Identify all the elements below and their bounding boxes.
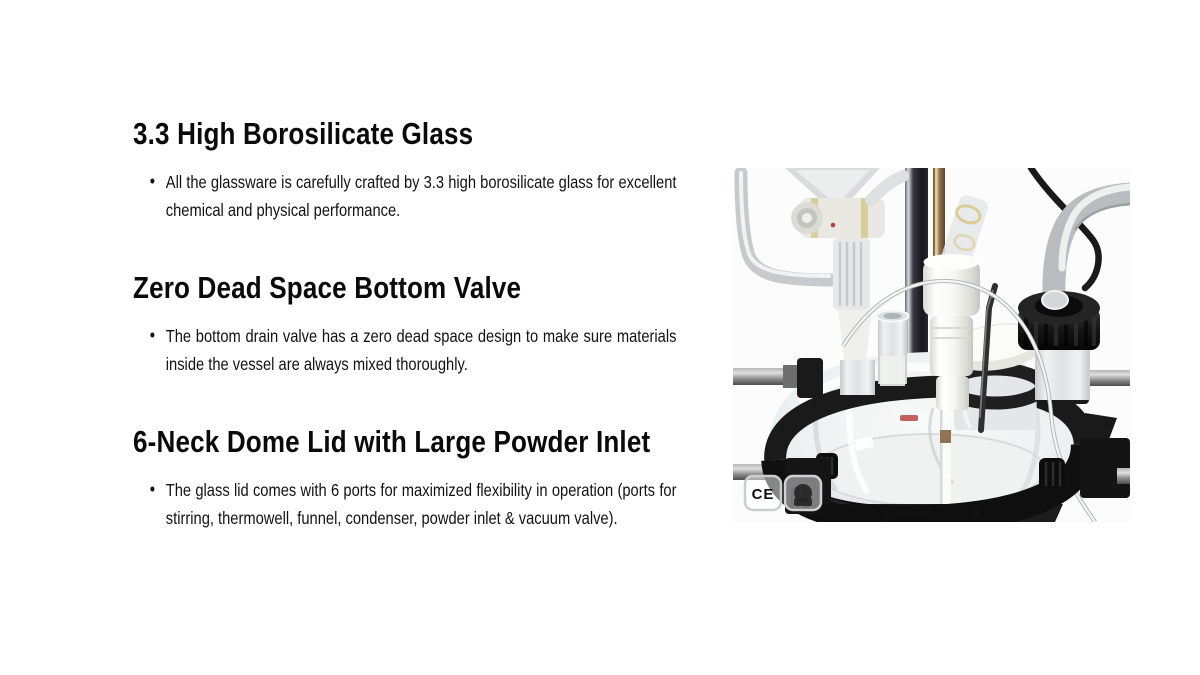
section-heading: 3.3 High Borosilicate Glass <box>133 116 474 151</box>
feature-bullet-list <box>133 168 721 224</box>
shaft-bronze-segment <box>940 430 951 443</box>
clamp-wing-knob <box>1039 458 1065 490</box>
red-graduation-label <box>900 415 918 421</box>
certification-badge <box>785 476 821 510</box>
section-heading: 6-Neck Dome Lid with Large Powder Inlet <box>133 424 651 459</box>
feature-section-dome-lid <box>133 424 721 532</box>
ce-badge-text: CE <box>751 486 775 503</box>
feature-bullet: • All the glassware is carefully crafted by 3.3 high borosilicate glass for excellent chemical and physical performance. <box>133 168 676 224</box>
open-neck-port <box>877 311 909 387</box>
support-rod-upper-left <box>733 365 799 388</box>
feature-text-column <box>133 116 721 532</box>
feature-bullet-list <box>133 476 721 532</box>
vessel-base-band <box>813 504 1063 522</box>
section-heading: Zero Dead Space Bottom Valve <box>133 270 522 305</box>
feature-section-bottom-valve <box>133 270 721 378</box>
reactor-lid-photo <box>733 168 1130 522</box>
feature-bullet: • The glass lid comes with 6 ports for maximized flexibility in operation (ports for stirring, thermowell, funnel, condenser, powder inlet & vacuum valve). <box>133 476 676 532</box>
feature-bullet-list <box>133 322 721 378</box>
feature-section-borosilicate <box>133 116 721 224</box>
stirrer-shaft <box>933 168 945 264</box>
ce-badge <box>745 476 781 510</box>
feature-bullet: • The bottom drain valve has a zero dead space design to make sure materials inside the vessel are always mixed thoroughly. <box>133 322 676 378</box>
lid-bracket-left <box>797 358 823 398</box>
reactor-lid-illustration <box>733 168 1130 522</box>
